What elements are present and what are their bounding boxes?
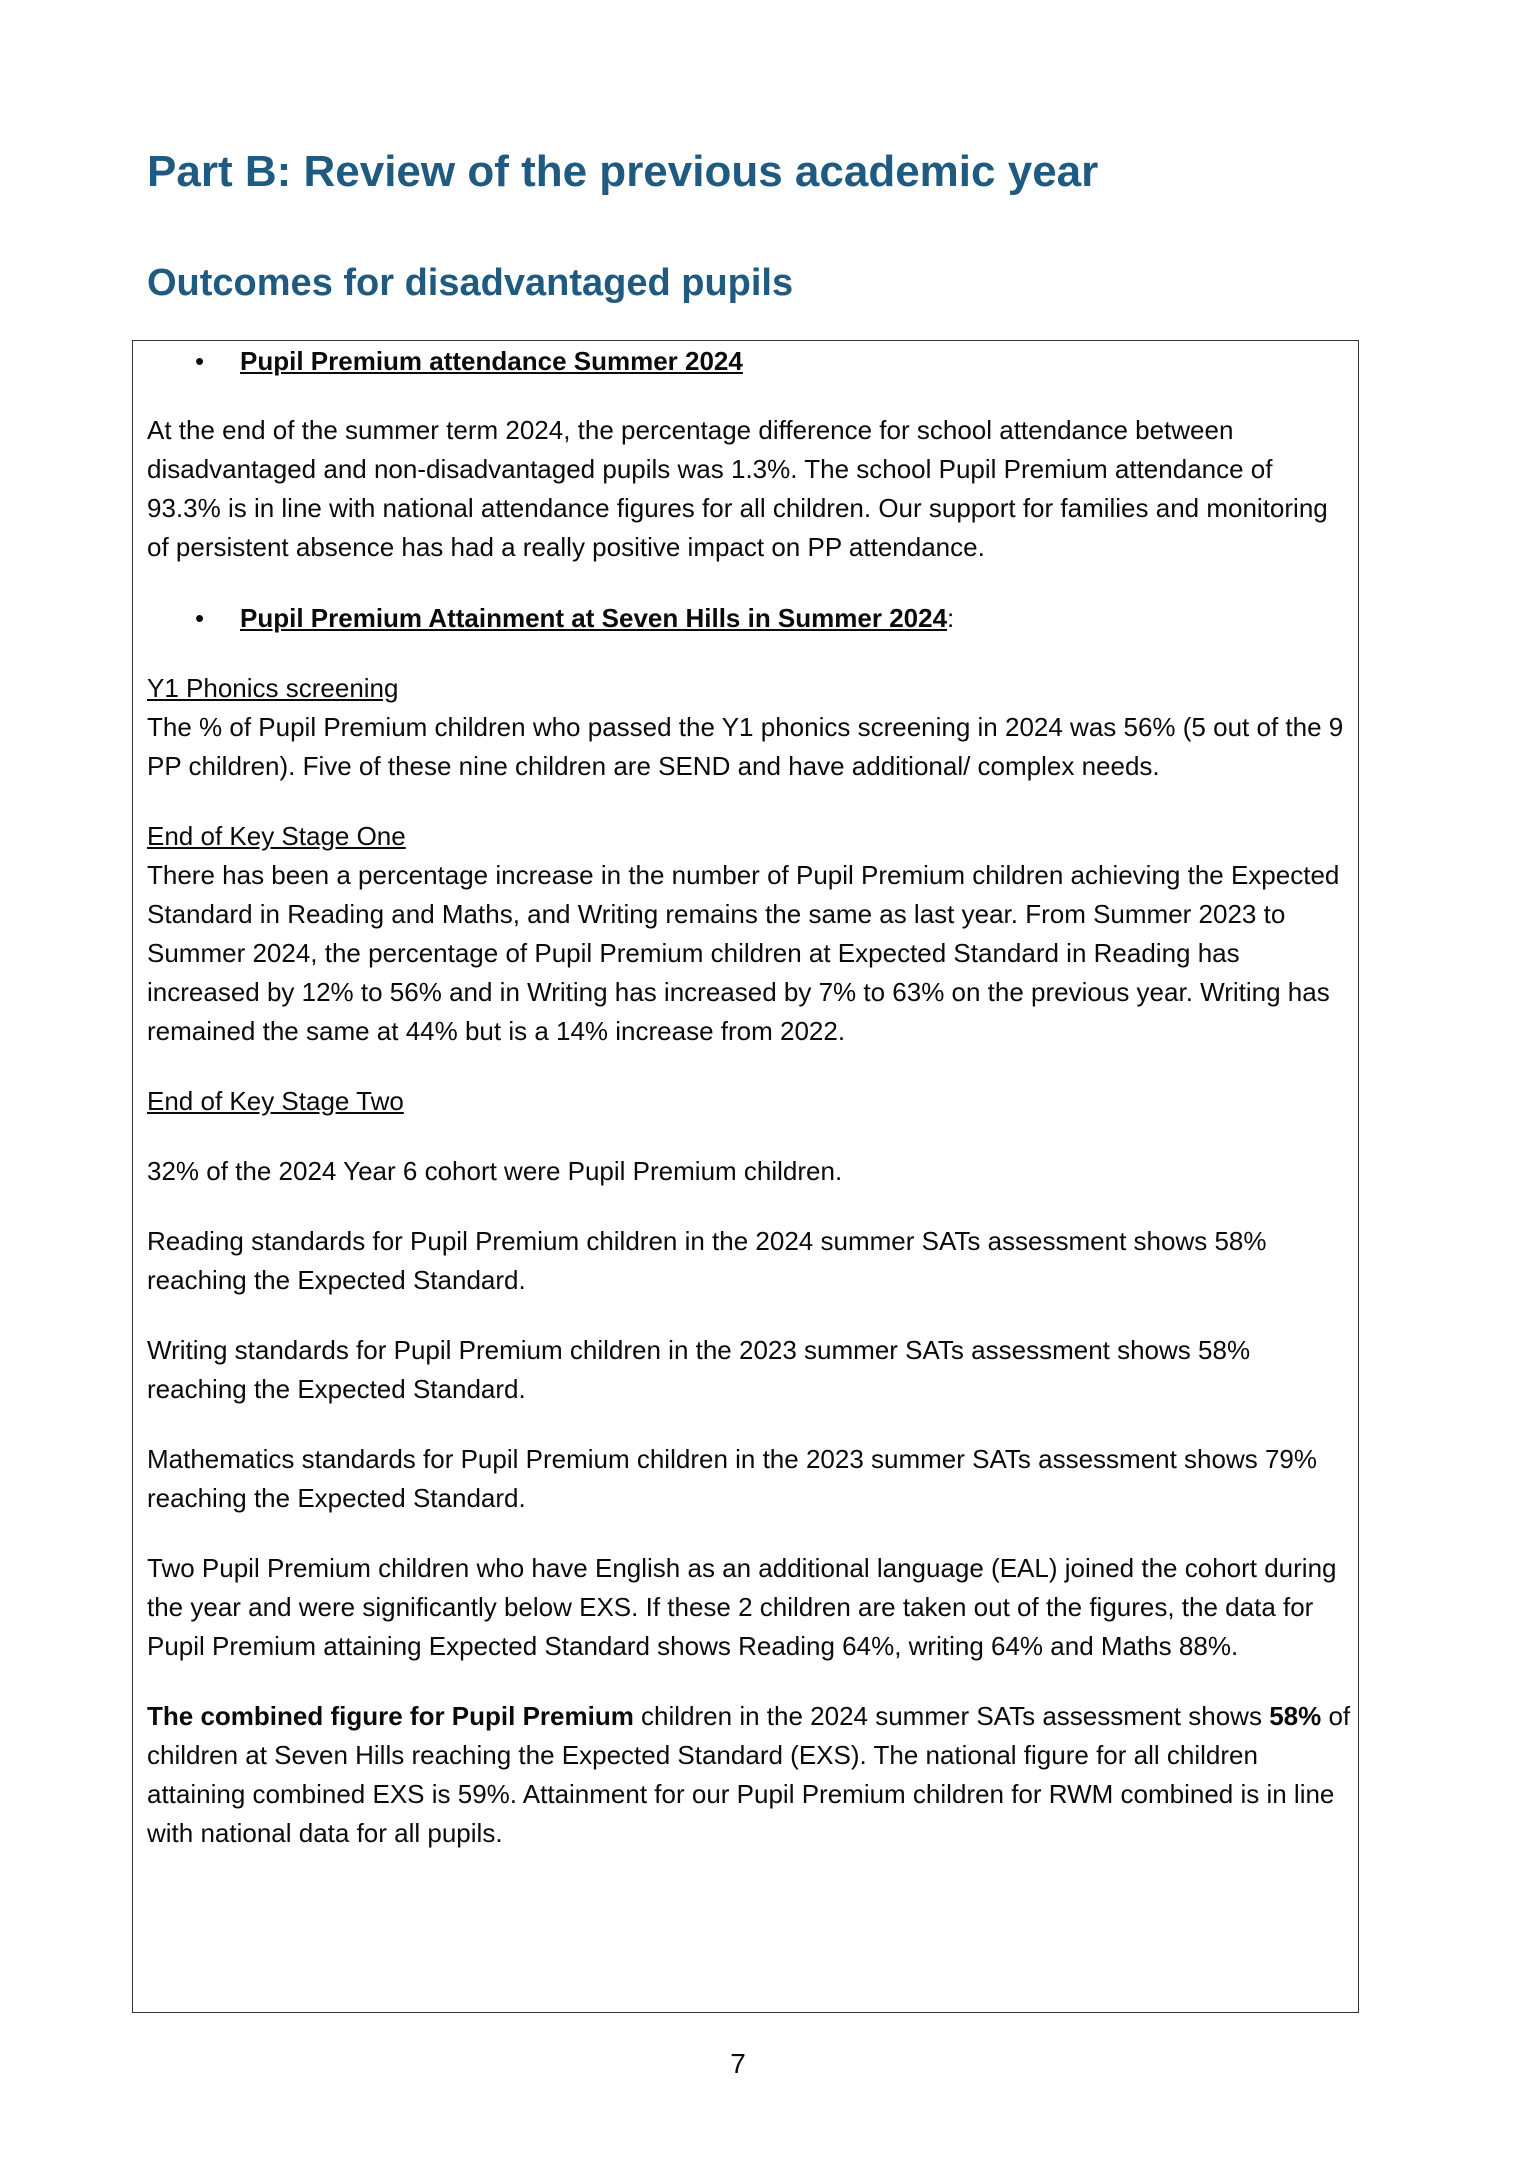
combined-bold-value: 58% — [1269, 1701, 1322, 1731]
bullet-attainment-label: Pupil Premium Attainment at Seven Hills in Summer 2024 — [240, 603, 948, 633]
bullet-attendance-label: Pupil Premium attendance Summer 2024 — [240, 346, 743, 376]
bullet-dot-icon: • — [195, 603, 205, 633]
page-number: 7 — [730, 2048, 746, 2079]
ks2-heading: End of Key Stage Two — [147, 1086, 404, 1116]
combined-paragraph — [147, 1697, 1352, 1853]
page-title: Part B: Review of the previous academic year — [147, 147, 1099, 196]
combined-bold-lead: The combined figure for Pupil Premium — [147, 1701, 634, 1731]
section-title: Outcomes for disadvantaged pupils — [147, 262, 794, 304]
bullet-attainment — [147, 599, 1352, 638]
ks1-paragraph: There has been a percentage increase in the number of Pupil Premium children achieving the Expected Standard in Reading and Maths, and Writing remains the same as last year. From Summer 2023 to Summer 2024, the percentage of Pupil Premium children at Expected Standard in Reading has increased by 12% to 56% and in Writing has increased by 7% to 63% on the previous year. Writing has remained the same at 44% but is a 14% increase from 2022. — [147, 860, 1340, 1046]
bullet-attendance — [147, 342, 1352, 381]
combined-text-1: children in the 2024 summer SATs assessment shows — [633, 1701, 1270, 1731]
ks2-cohort-paragraph: 32% of the 2024 Year 6 cohort were Pupil Premium children. — [147, 1156, 843, 1186]
phonics-paragraph: The % of Pupil Premium children who passed the Y1 phonics screening in 2024 was 56% (5 out of the 9 PP children). Five of these nine children are SEND and have additional/ complex needs. — [147, 712, 1344, 781]
bullet-dot-icon: • — [195, 346, 205, 376]
combined-text-2: of children at Seven Hills reaching the Expected Standard (EXS). The national figure for all children attaining combined EXS is 59%. Attainment for our Pupil Premium children for RWM combined is in line with national data for all pupils. — [147, 1701, 1351, 1848]
outcomes-content — [147, 340, 1352, 1853]
ks2-maths-paragraph: Mathematics standards for Pupil Premium children in the 2023 summer SATs assessment shows 79% reaching the Expected Standard. — [147, 1444, 1318, 1513]
ks2-reading-paragraph: Reading standards for Pupil Premium children in the 2024 summer SATs assessment shows 58% reaching the Expected Standard. — [147, 1226, 1267, 1295]
ks2-eal-paragraph: Two Pupil Premium children who have English as an additional language (EAL) joined the cohort during the year and were significantly below EXS. If these 2 children are taken out of the figures, the data for Pupil Premium attaining Expected Standard shows Reading 64%, writing 64% and Maths 88%. — [147, 1553, 1337, 1661]
ks2-writing-paragraph: Writing standards for Pupil Premium children in the 2023 summer SATs assessment shows 58% reaching the Expected Standard. — [147, 1335, 1251, 1404]
attendance-paragraph: At the end of the summer term 2024, the percentage difference for school attendance between disadvantaged and non-disadvantaged pupils was 1.3%. The school Pupil Premium attendance of 93.3% is in line with national attendance figures for all children. Our support for families and monitoring of persistent absence has had a really positive impact on PP attendance. — [147, 415, 1328, 562]
phonics-heading: Y1 Phonics screening — [147, 673, 399, 703]
ks1-heading: End of Key Stage One — [147, 821, 406, 851]
bullet-attainment-colon: : — [947, 603, 955, 633]
